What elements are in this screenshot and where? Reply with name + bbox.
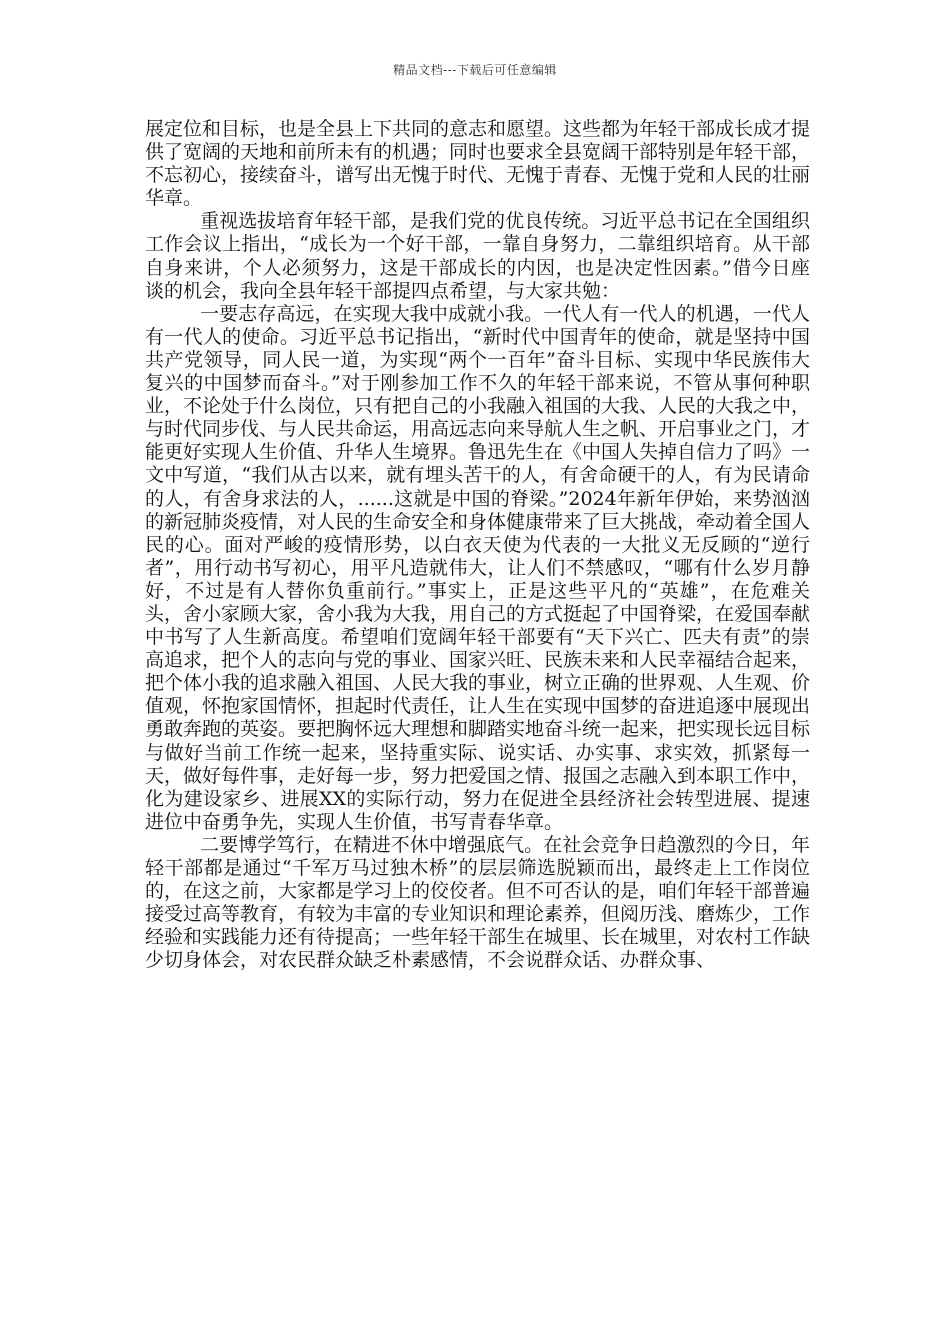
paragraph-2: 重视选拔培育年轻干部，是我们党的优良传统。习近平总书记在全国组织工作会议上指出，“成长为一个好干部，一靠自身努力，二靠组织培育。从干部自身来讲，个人必须努力，这是干部成长的内因，也是决定性因素。”借今日座谈的机会，我向全县年轻干部提四点希望，与大家共勉： <box>145 210 810 302</box>
document-body <box>145 118 810 972</box>
paragraph-1: 展定位和目标，也是全县上下共同的意志和愿望。这些都为年轻干部成长成才提供了宽阔的天地和前所未有的机遇；同时也要求全县宽阔干部特别是年轻干部，不忘初心，接续奋斗，谱写出无愧于时代、无愧于青春、无愧于党和人民的壮丽华章。 <box>145 118 811 210</box>
page-header: 精品文档---下载后可任意编辑 <box>393 63 557 77</box>
paragraph-4: 二要博学笃行，在精进不休中增强底气。在社会竞争日趋激烈的今日，年轻干部都是通过“千军万马过独木桥”的层层筛选脱颖而出，最终走上工作岗位的，在这之前，大家都是学习上的佼佼者。但不可否认的是，咱们年轻干部普遍接受过高等教育，有较为丰富的专业知识和理论素养，但阅历浅、磨炼少，工作经验和实践能力还有待提高；一些年轻干部生在城里、长在城里，对农村工作缺少切身体会，对农民群众缺乏朴素感情，不会说群众话、办群众事、 <box>145 833 811 972</box>
paragraph-3: 一要志存高远，在实现大我中成就小我。一代人有一代人的机遇，一代人有一代人的使命。习近平总书记指出，“新时代中国青年的使命，就是坚持中国共产党领导，同人民一道，为实现“两个一百年”奋斗目标、实现中华民族伟大复兴的中国梦而奋斗。”对于刚参加工作不久的年轻干部来说，不管从事何种职业，不论处于什么岗位，只有把自己的小我融入祖国的大我、人民的大我之中，与时代同步伐、与人民共命运，用高远志向来导航人生之帆、开启事业之门，才能更好实现人生价值、升华人生境界。鲁迅先生在《中国人失掉自信力了吗》一文中写道，“我们从古以来，就有埋头苦干的人，有舍命硬干的人，有为民请命的人，有舍身求法的人，......这就是中国的脊梁。”2024年新年伊始，来势汹汹的新冠肺炎疫情，对人民的生命安全和身体健康带来了巨大挑战，牵动着全国人民的心。面对严峻的疫情形势，以白衣天使为代表的一大批义无反顾的“逆行者”，用行动书写初心，用平凡造就伟大，让人们不禁感叹，“哪有什么岁月静好，不过是有人替你负重前行。”事实上，正是这些平凡的“英雄”，在危难关头，舍小家顾大家，舍小我为大我，用自己的方式挺起了中国脊梁，在爱国奉献中书写了人生新高度。希望咱们宽阔年轻干部要有“天下兴亡、匹夫有责”的崇高追求，把个人的志向与党的事业、国家兴旺、民族未来和人民幸福结合起来，把个体小我的追求融入祖国、人民大我的事业，树立正确的世界观、人生观、价值观，怀抱家国情怀，担起时代责任，让人生在实现中国梦的奋进追逐中展现出勇敢奔跑的英姿。要把胸怀远大理想和脚踏实地奋斗统一起来，把实现长远目标与做好当前工作统一起来，坚持重实际、说实话、办实事、求实效，抓紧每一天，做好每件事，走好每一步，努力把爱国之情、报国之志融入到本职工作中，化为建设家乡、进展XX的实际行动，努力在促进全县经济社会转型进展、提速进位中奋勇争先，实现人生价值，书写青春华章。 <box>145 302 811 833</box>
